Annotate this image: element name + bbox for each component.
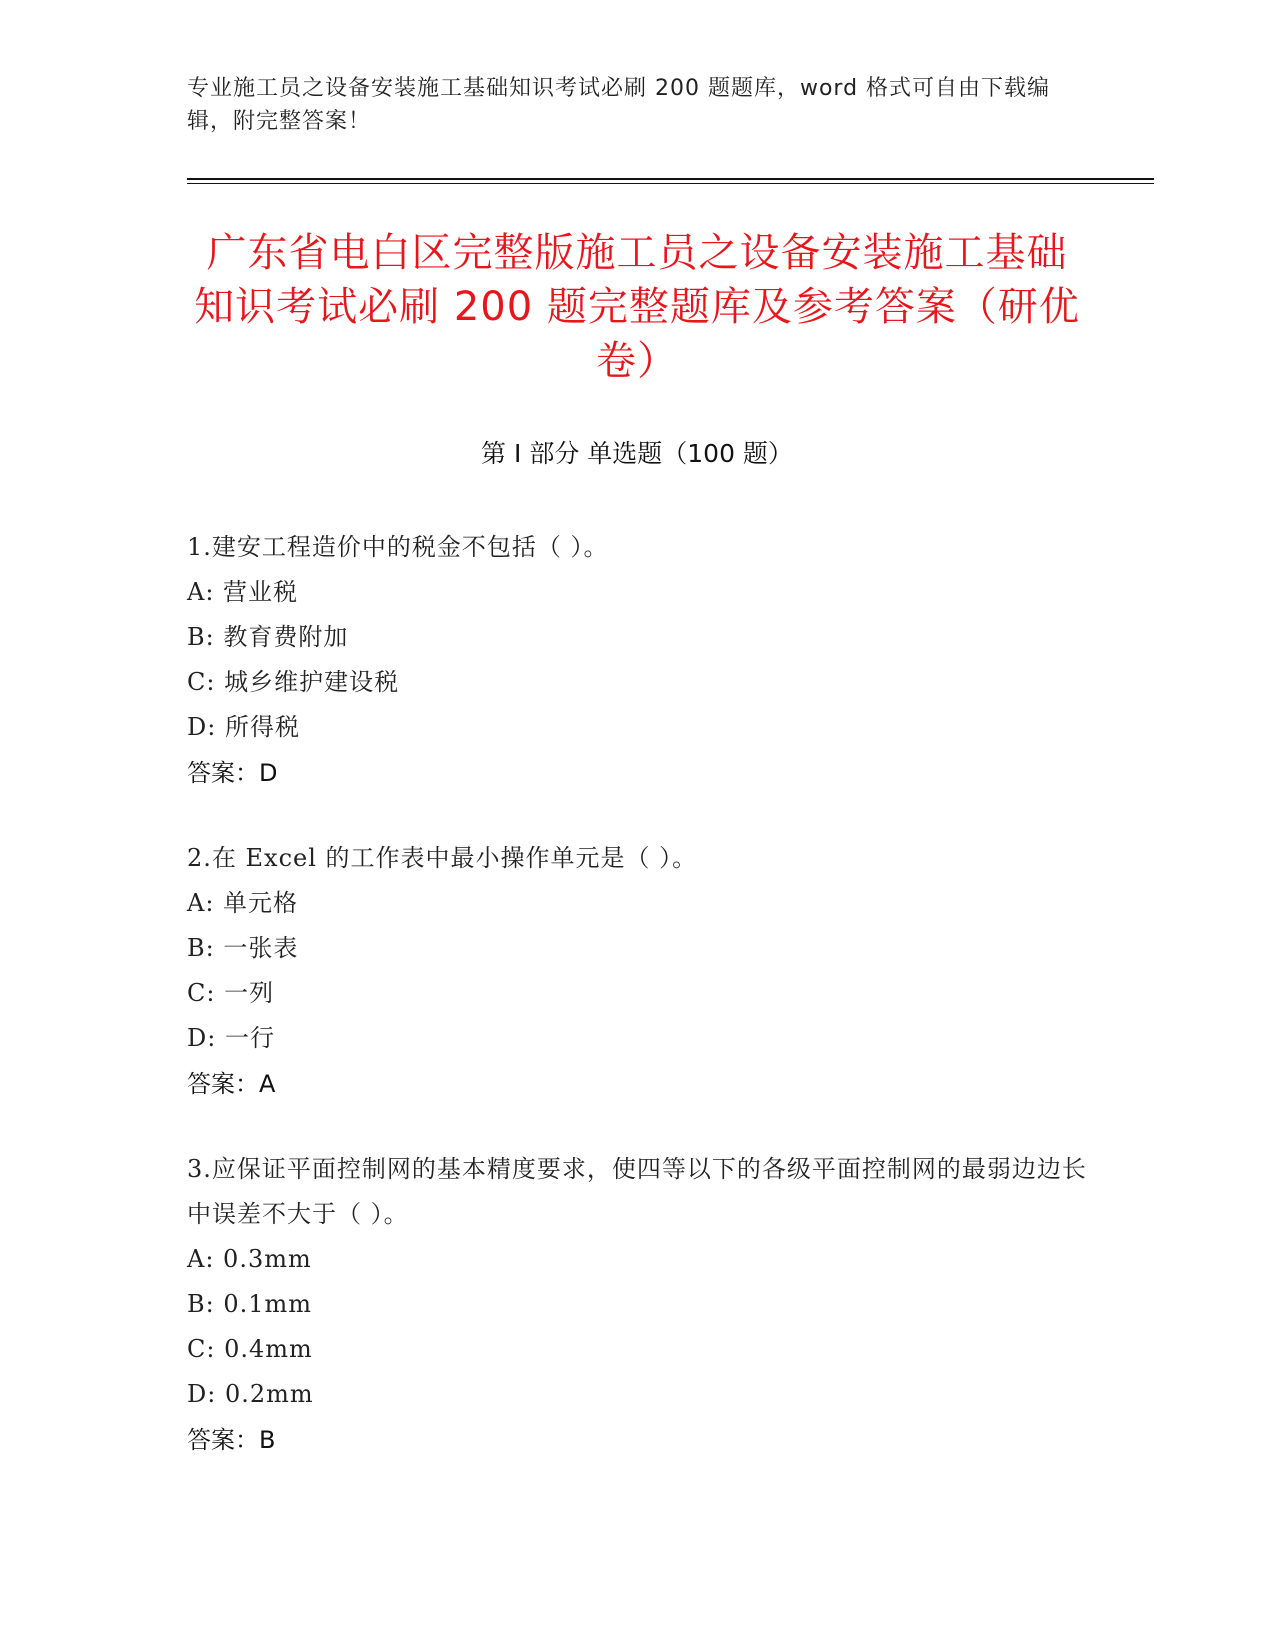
question-stem: 1.建安工程造价中的税金不包括（ ）。	[187, 533, 609, 561]
option-a: A: 0.3mm	[187, 1245, 312, 1273]
section-heading: 第 I 部分 单选题（100 题）	[481, 439, 793, 468]
option-c: C: 城乡维护建设税	[187, 668, 400, 696]
option-d: D: 所得税	[187, 713, 300, 741]
option-a: A: 单元格	[187, 889, 299, 917]
option-b: B: 一张表	[187, 934, 299, 962]
question-stem: 3.应保证平面控制网的基本精度要求，使四等以下的各级平面控制网的最弱边边长中误差不大于（ ）。	[187, 1155, 1087, 1228]
option-d: D: 0.2mm	[187, 1380, 314, 1408]
option-b: B: 教育费附加	[187, 623, 349, 651]
header-divider-thick	[187, 178, 1154, 180]
option-c: C: 0.4mm	[187, 1335, 313, 1363]
option-a: A: 营业税	[187, 578, 299, 606]
answer: 答案：D	[187, 759, 278, 787]
option-b: B: 0.1mm	[187, 1290, 313, 1318]
header-note: 专业施工员之设备安装施工基础知识考试必刷 200 题题库，word 格式可自由下载编辑，附完整答案！	[187, 76, 1051, 134]
answer: 答案：B	[187, 1426, 276, 1454]
question-3	[187, 1147, 1087, 1463]
question-stem: 2.在 Excel 的工作表中最小操作单元是（ ）。	[187, 844, 698, 872]
question-list	[187, 525, 1087, 1503]
header-divider-thin	[187, 183, 1154, 184]
answer: 答案：A	[187, 1070, 276, 1098]
question-2	[187, 836, 1087, 1107]
option-d: D: 一行	[187, 1024, 275, 1052]
question-1	[187, 525, 1087, 796]
document-title: 广东省电白区完整版施工员之设备安装施工基础知识考试必刷 200 题完整题库及参考答案（研优卷）	[194, 230, 1080, 384]
option-c: C: 一列	[187, 979, 275, 1007]
